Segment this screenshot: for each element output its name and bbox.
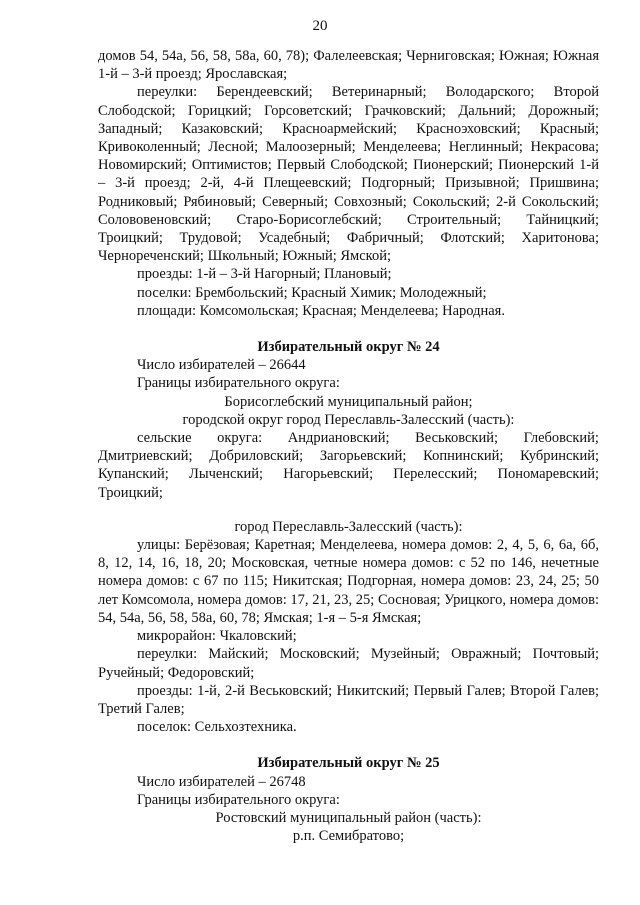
district-25-region: Ростовский муниципальный район (часть): [215, 809, 482, 826]
district-24-city: город Переславль-Залесский (часть): [234, 518, 463, 535]
rural-label-2: округа: [217, 430, 263, 447]
rural-item: Веськовский; [415, 430, 499, 447]
streets-continuation: домов 54, 54а, 56, 58, 58а, 60, 78); Фалелеевская; Черниговская; Южная; Южная 1-й – 3-й проезд; Ярославская; [98, 48, 599, 83]
settlements-list: поселки: Брембольский; Красный Химик; Молодежный; [137, 284, 487, 301]
spacer [98, 502, 599, 518]
district-24-title: Избирательный округ № 24 [257, 339, 440, 356]
rural-label: сельские [137, 430, 192, 447]
district-24-microdistrict: микрорайон: Чкаловский; [137, 628, 297, 645]
district-24-region: Борисоглебский муниципальный район; [224, 393, 473, 410]
district-24-lanes: переулки: Майский; Московский; Музейный; Овражный; Почтовый; Ручейный; Федоровский; [98, 646, 599, 681]
district-25-borders-label: Границы избирательного округа: [137, 791, 340, 808]
document-body [98, 47, 599, 845]
rural-districts-rest: Дмитриевский; Добриловский; Загорьевский; Копнинский; Кубринский; Купанский; Лыченский; Нагорьевский; Перелесский; Пономаревский; Троицкий; [98, 448, 599, 501]
rural-item: Андриановский; [287, 430, 390, 447]
district-25-title: Избирательный округ № 25 [257, 755, 440, 772]
district-24-passages: проезды: 1-й, 2-й Веськовский; Никитский; Первый Галев; Второй Галев; Третий Галев; [98, 682, 599, 717]
spacer [98, 320, 599, 338]
district-24-streets: улицы: Берёзовая; Каретная; Менделеева, номера домов: 2, 4, 5, 6, 6а, 6б, 8, 12, 14, 16, 18, 20; Московская, четные номера домов: с 52 по 146, нечетные номера домов: с 67 по 115; Никитская; Подгорная, номера домов: 23, 24, 25; 50 лет Комсомола, номера домов: 17, 21, 23, 25; Сосновая; Урицкого, номера домов: 54, 54а, 56, 58, 58а, 60, 78; Ямская; 1-я – 5-я Ямская; [98, 537, 599, 626]
district-24-borders-label: Границы избирательного округа: [137, 375, 340, 392]
district-24-voters: Число избирателей – 26644 [137, 357, 306, 374]
district-24-settlement: поселок: Сельхозтехника. [137, 719, 297, 736]
rural-item: Глебовский; [523, 430, 599, 447]
district-25-voters: Число избирателей – 26748 [137, 773, 306, 790]
rural-districts-first-line [98, 429, 599, 447]
district-24-city-district: городской округ город Переславль-Залесский (часть): [182, 411, 515, 428]
page-number: 20 [312, 18, 328, 34]
spacer [98, 736, 599, 754]
lanes-list: переулки: Берендеевский; Ветеринарный; Володарского; Второй Слободской; Горицкий; Горсоветский; Грачковский; Дальний; Дорожный; Западный; Казаковский; Красноармейский; Красноэховский; Красный; Кривоколенный; Лесной; Малоозерный; Менделеева; Неглинный; Некрасова; Новомирский; Оптимистов; Первый Слободской; Пионерский; Пионерский 1-й – 3-й проезд; 2-й, 4-й Плещеевский; Подгорный; Призывной; Пришвина; Родниковый; Рябиновый; Северный; Совхозный; Сокольский; 2-й Сокольский; Солововеновский; Старо-Борисоглебский; Строительный; Тайницкий; Троицкий; Трудовой; Усадебный; Фабричный; Флотский; Харитонова; Чернореченский; Школьный; Южный; Ямской; [98, 84, 599, 265]
passages-list: проезды: 1-й – 3-й Нагорный; Плановый; [137, 266, 392, 283]
squares-list: площади: Комсомольская; Красная; Менделеева; Народная. [137, 302, 505, 319]
district-25-settlement: р.п. Семибратово; [292, 828, 405, 845]
